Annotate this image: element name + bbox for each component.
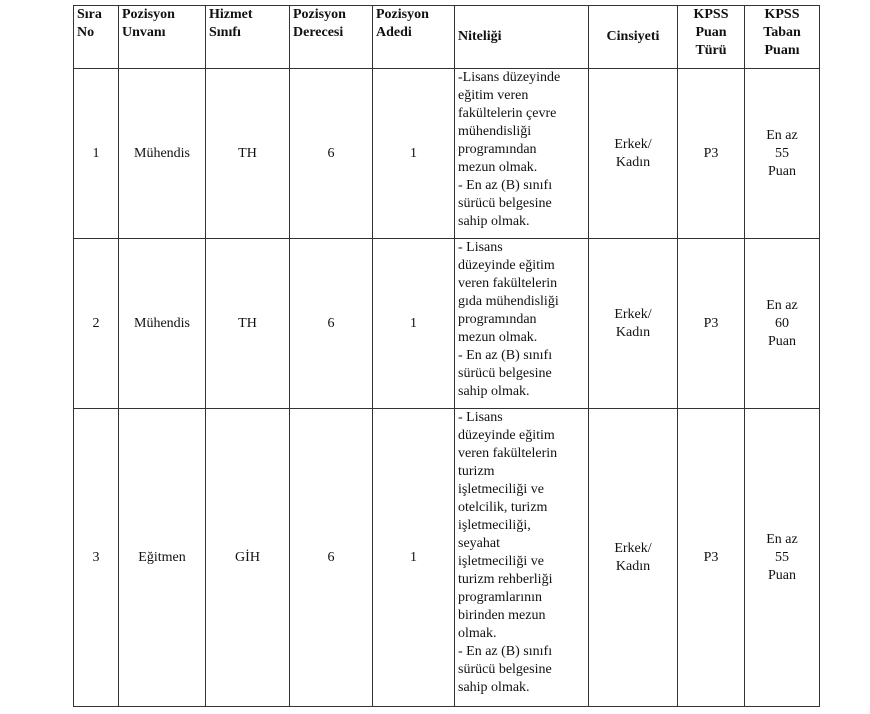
header-text: Sıra [77,7,102,22]
nitelik-line: gıda mühendisliği [458,294,559,309]
header-text: Pozisyon [376,7,429,22]
header-text: KPSS [693,7,729,22]
nitelik-line: seyahat [458,536,500,551]
header-text: Puanı [764,43,800,58]
cell-puan-turu: P3 [678,239,745,409]
nitelik-line: sürücü belgesine [458,366,552,381]
cell-sinif: TH [206,69,290,239]
nitelik-line: veren fakültelerin [458,446,558,461]
positions-table [73,5,820,707]
header-text: Puan [695,25,727,40]
header-cinsiyeti [589,6,678,69]
nitelik-line: işletmeciliği ve [458,482,544,497]
header-text: Pozisyon [293,7,346,22]
cell-cinsiyet [589,69,678,239]
cell-unvan: Eğitmen [119,409,206,707]
header-text: Adedi [376,25,412,40]
nitelik-line: programından [458,142,537,157]
header-niteligi [455,6,589,69]
nitelik-line: programından [458,312,537,327]
cell-adet: 1 [373,409,455,707]
header-hizmet-sinifi [206,6,290,69]
nitelik-line: eğitim veren [458,88,529,103]
cell-sira: 1 [74,69,119,239]
taban-line: 60 [775,315,789,331]
header-row [74,6,820,69]
nitelik-line: sahip olmak. [458,214,530,229]
cell-taban-puan [745,239,820,409]
nitelik-line: programlarının [458,590,542,605]
header-text: Cinsiyeti [606,29,660,44]
cell-cinsiyet [589,239,678,409]
nitelik-line: mühendisliği [458,124,532,139]
cell-sinif: TH [206,239,290,409]
nitelik-line: sahip olmak. [458,384,530,399]
cell-nitelik [455,409,589,707]
nitelik-line: turizm [458,464,495,479]
taban-line: Puan [768,163,796,179]
nitelik-line: - En az (B) sınıfı [458,644,553,659]
table-row [74,69,820,239]
taban-line: En az [766,297,798,313]
header-sira-no [74,6,119,69]
cell-nitelik [455,239,589,409]
header-text: Derecesi [293,25,344,40]
nitelik-line: sürücü belgesine [458,662,552,677]
taban-line: Puan [768,333,796,349]
header-text: Sınıfı [209,25,241,40]
header-pozisyon-adedi [373,6,455,69]
cell-sira: 2 [74,239,119,409]
header-text: KPSS [764,7,800,22]
nitelik-line: - Lisans [458,410,503,425]
table-row [74,409,820,707]
header-text: Taban [763,25,801,40]
header-pozisyon-derecesi [290,6,373,69]
header-text: Unvanı [122,25,166,40]
header-text: Pozisyon [122,7,175,22]
cell-adet: 1 [373,239,455,409]
header-text: Hizmet [209,7,253,22]
nitelik-line: otelcilik, turizm [458,500,548,515]
cinsiyet-line: Kadın [615,558,651,574]
nitelik-line: - En az (B) sınıfı [458,178,553,193]
nitelik-line: - Lisans [458,240,503,255]
cell-derece: 6 [290,239,373,409]
cell-cinsiyet [589,409,678,707]
nitelik-line: sahip olmak. [458,680,530,695]
cinsiyet-line: Erkek/ [614,306,652,322]
nitelik-line: olmak. [458,626,497,641]
taban-line: En az [766,531,798,547]
nitelik-line: işletmeciliği, [458,518,531,533]
cell-puan-turu: P3 [678,409,745,707]
cell-adet: 1 [373,69,455,239]
cell-sira: 3 [74,409,119,707]
cell-unvan: Mühendis [119,239,206,409]
nitelik-line: turizm rehberliği [458,572,553,587]
nitelik-line: -Lisans düzeyinde [458,70,561,85]
header-text: Türü [695,43,727,58]
header-text: Niteliği [458,29,502,44]
taban-line: Puan [768,567,796,583]
cell-nitelik [455,69,589,239]
nitelik-line: düzeyinde eğitim [458,428,555,443]
nitelik-line: düzeyinde eğitim [458,258,555,273]
header-kpss-taban-puani [745,6,820,69]
taban-line: En az [766,127,798,143]
header-pozisyon-unvani [119,6,206,69]
cinsiyet-line: Erkek/ [614,136,652,152]
nitelik-line: veren fakültelerin [458,276,558,291]
cell-puan-turu: P3 [678,69,745,239]
nitelik-line: - En az (B) sınıfı [458,348,553,363]
cell-sinif: GİH [206,409,290,707]
table-row [74,239,820,409]
taban-line: 55 [775,549,789,565]
cinsiyet-line: Erkek/ [614,540,652,556]
nitelik-line: birinden mezun [458,608,546,623]
cinsiyet-line: Kadın [615,324,651,340]
header-text: No [77,25,95,40]
cell-taban-puan [745,409,820,707]
nitelik-line: mezun olmak. [458,330,538,345]
cell-derece: 6 [290,69,373,239]
nitelik-line: fakültelerin çevre [458,106,557,121]
cell-unvan: Mühendis [119,69,206,239]
nitelik-line: sürücü belgesine [458,196,552,211]
header-kpss-puan-turu [678,6,745,69]
nitelik-line: işletmeciliği ve [458,554,544,569]
cell-taban-puan [745,69,820,239]
nitelik-line: mezun olmak. [458,160,538,175]
taban-line: 55 [775,145,789,161]
cinsiyet-line: Kadın [615,154,651,170]
cell-derece: 6 [290,409,373,707]
